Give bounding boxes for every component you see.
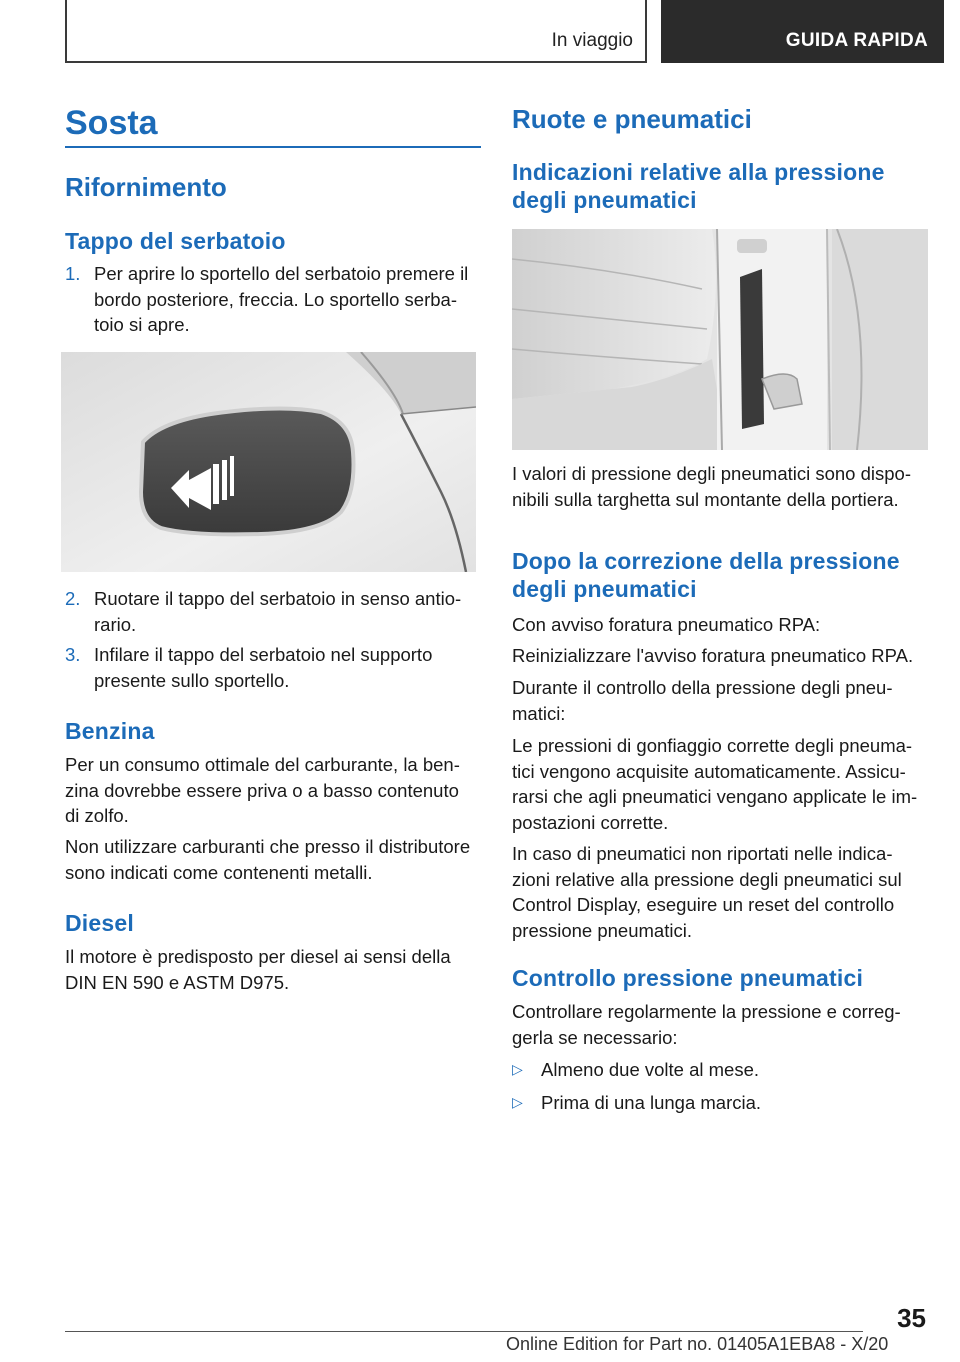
text-line: In caso di pneumatici non riportati nelle indica‐: [512, 843, 893, 864]
text-line: matici:: [512, 702, 566, 724]
text-line: Non utilizzare carburanti che presso il distributore: [65, 836, 471, 857]
correction-paragraph-5: [512, 841, 932, 943]
header-chapter-label: GUIDA RAPIDA: [785, 30, 928, 51]
heading-controllo-pressione: Controllo pressione pneumatici: [512, 965, 864, 991]
correction-paragraph-4: [512, 733, 932, 835]
benzina-paragraph-2: [65, 834, 485, 885]
bullet-text: Almeno due volte al mese.: [541, 1059, 760, 1080]
heading-line: Indicazioni relative alla pressione: [512, 159, 885, 185]
header-section-label: In viaggio: [551, 30, 633, 51]
text-line: Durante il controllo della pressione degli pneu‐: [512, 677, 893, 698]
text-line: Per aprire lo sportello del serbatoio premere il: [94, 263, 469, 284]
step-number: 3.: [65, 644, 81, 665]
text-line: Controllare regolarmente la pressione e correg‐: [512, 1001, 901, 1022]
text-line: postazioni corrette.: [512, 811, 669, 833]
triangle-bullet-icon: ▷: [512, 1061, 523, 1077]
correction-paragraph-2: Reinizializzare l'avviso foratura pneumatico RPA.: [512, 645, 914, 666]
text-line: tici vengono acquisite automaticamente. Assicu‐: [512, 760, 906, 782]
step-text: [94, 642, 432, 693]
text-line: Control Display, eseguire un reset del controllo: [512, 894, 895, 915]
text-line: di zolfo.: [65, 805, 129, 826]
text-line: DIN EN 590 e ASTM D975.: [65, 971, 290, 993]
bullet-text: Prima di una lunga marcia.: [541, 1092, 762, 1113]
bullet-item: [512, 1057, 930, 1083]
text-line: Infilare il tappo del serbatoio nel supporto: [94, 644, 433, 665]
heading-tappo-serbatoio: Tappo del serbatoio: [65, 228, 286, 254]
text-line: pressione pneumatici.: [512, 919, 692, 941]
header-chapter-tab: [661, 0, 944, 63]
footer-divider: [65, 1331, 863, 1332]
heading-line: degli pneumatici: [512, 187, 697, 213]
correction-paragraph-1: Con avviso foratura pneumatico RPA:: [512, 614, 821, 635]
text-line: rario.: [94, 613, 137, 635]
text-line: Per un consumo ottimale del carburante, la ben‐: [65, 754, 460, 775]
text-line: rarsi che agli pneumatici vengano applicate le im‐: [512, 786, 918, 807]
step-3: [65, 642, 481, 694]
text-line: bordo posteriore, freccia. Lo sportello serba‐: [94, 288, 457, 310]
heading-rifornimento: Rifornimento: [65, 172, 227, 202]
text-line: gerla se necessario:: [512, 1026, 678, 1048]
footer-edition-text: Online Edition for Part no. 01405A1EBA8 - X/20: [506, 1334, 889, 1354]
diesel-paragraph: [65, 944, 485, 995]
step-text: [94, 261, 468, 338]
heading-ruote-pneumatici: Ruote e pneumatici: [512, 104, 752, 134]
benzina-paragraph-1: [65, 752, 485, 829]
step-number: 1.: [65, 263, 81, 284]
tire-pressure-label: [740, 269, 764, 429]
step-1: [65, 261, 481, 339]
fuel-flap-image: [61, 352, 476, 572]
bullet-item: [512, 1090, 930, 1116]
step-number: 2.: [65, 588, 81, 609]
page-number: 35: [897, 1303, 926, 1333]
text-line: nibili sulla targhetta sul montante della portiera.: [512, 488, 899, 510]
text-line: presente sullo sportello.: [94, 669, 290, 691]
text-line: sono indicati come contenenti metalli.: [65, 861, 373, 883]
text-line: I valori di pressione degli pneumatici sono dispo‐: [512, 463, 911, 484]
text-line: toio si apre.: [94, 314, 190, 335]
pressure-info-paragraph: [512, 461, 932, 512]
heading-line: Dopo la correzione della pressione: [512, 548, 900, 574]
text-line: zioni relative alla pressione degli pneumatici sul: [512, 868, 902, 890]
text-line: Il motore è predisposto per diesel ai sensi della: [65, 946, 451, 967]
step-text: [94, 586, 461, 637]
text-line: Ruotare il tappo del serbatoio in senso antio‐: [94, 588, 462, 609]
triangle-bullet-icon: ▷: [512, 1094, 523, 1110]
door-pillar-illustration: [512, 229, 928, 450]
heading-diesel: Diesel: [65, 910, 134, 936]
heading-dopo-correzione: [512, 547, 930, 603]
check-paragraph: [512, 999, 932, 1050]
title-underline: [65, 146, 481, 148]
header-section-tab: [65, 0, 647, 63]
step-2: [65, 586, 481, 638]
page-title-sosta: Sosta: [65, 104, 158, 142]
correction-paragraph-3: [512, 675, 932, 726]
heading-benzina: Benzina: [65, 718, 155, 744]
text-line: zina dovrebbe essere priva o a basso contenuto: [65, 779, 459, 801]
heading-line: degli pneumatici: [512, 576, 697, 602]
heading-indicazioni-pressione: [512, 158, 930, 214]
door-pillar-image: [512, 229, 928, 450]
fuel-flap-illustration: [61, 352, 476, 572]
text-line: Le pressioni di gonfiaggio corrette degli pneuma‐: [512, 735, 913, 756]
